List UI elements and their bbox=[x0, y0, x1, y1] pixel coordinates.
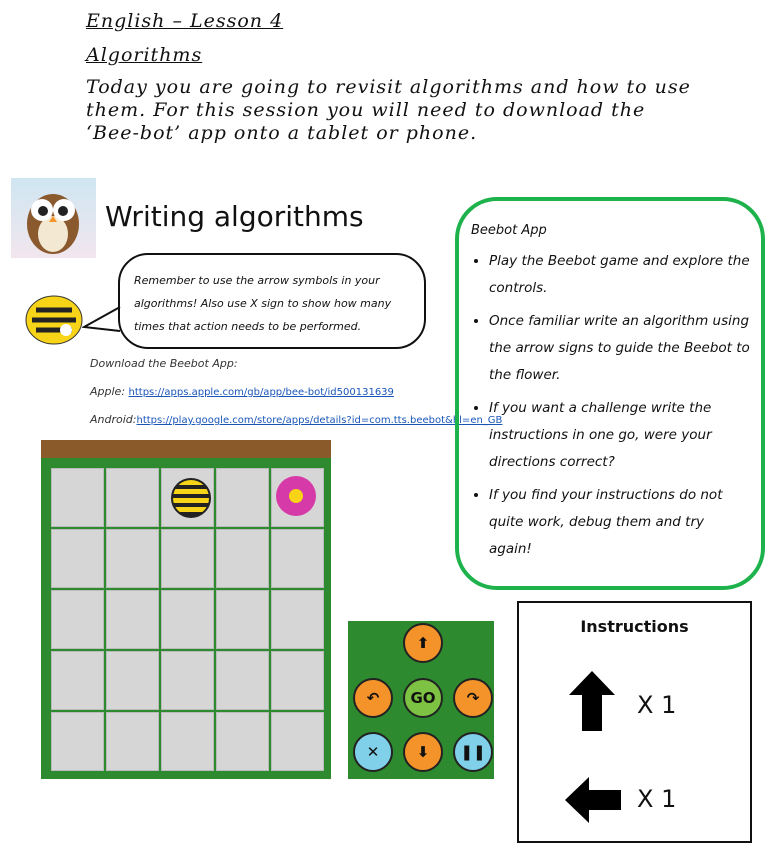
board-tile bbox=[216, 712, 269, 771]
board-tile bbox=[216, 651, 269, 710]
speech-bubble: Remember to use the arrow symbols in your algorithms! Also use X sign to show how many times that action needs to be performed. bbox=[118, 253, 426, 349]
board-tile bbox=[161, 712, 214, 771]
turn-right-button[interactable]: ↷ bbox=[453, 678, 493, 718]
list-item: • Once familiar write an algorithm using the arrow signs to guide the Beebot to the flower. bbox=[489, 308, 751, 389]
game-board bbox=[41, 440, 331, 779]
list-item: • If you find your instructions do not quite work, debug them and try again! bbox=[489, 482, 751, 563]
bee-icon bbox=[171, 478, 211, 518]
board-tile bbox=[271, 651, 324, 710]
step-count: X 1 bbox=[637, 785, 677, 813]
turn-left-button[interactable]: ↶ bbox=[353, 678, 393, 718]
beebot-controls bbox=[348, 621, 494, 779]
go-button[interactable]: GO bbox=[403, 678, 443, 718]
board-tile bbox=[216, 590, 269, 649]
backward-button[interactable]: ⬇ bbox=[403, 732, 443, 772]
arrow-left-icon bbox=[565, 777, 621, 823]
beebot-box-title: Beebot App bbox=[471, 223, 547, 238]
board-tile bbox=[51, 590, 104, 649]
step-count: X 1 bbox=[637, 691, 677, 719]
board-tile bbox=[271, 590, 324, 649]
intro-text: Today you are going to revisit algorithms and how to use them. For this session you will need to download the ‘Bee-bot’ app onto a tablet or phone. bbox=[86, 76, 691, 144]
apple-link[interactable]: https://apps.apple.com/gb/app/bee-bot/id500131639 bbox=[128, 387, 394, 398]
board-tile bbox=[106, 468, 159, 527]
board-tile bbox=[106, 529, 159, 588]
board-fence bbox=[41, 440, 331, 458]
lesson-heading: English – Lesson 4 bbox=[86, 10, 284, 32]
board-tile bbox=[106, 590, 159, 649]
android-label: Android: bbox=[90, 413, 137, 426]
bubble-tail bbox=[82, 305, 122, 335]
beebot-image bbox=[22, 290, 86, 346]
download-label: Download the Beebot App: bbox=[90, 357, 238, 370]
board-tile bbox=[161, 590, 214, 649]
arrow-up-icon bbox=[569, 671, 615, 731]
clear-button[interactable]: ✕ bbox=[353, 732, 393, 772]
pause-button[interactable]: ❚❚ bbox=[453, 732, 493, 772]
android-link[interactable]: https://play.google.com/store/apps/details?id=com.tts.beebot&hl=en_GB bbox=[136, 415, 503, 426]
board-tile bbox=[51, 651, 104, 710]
instructions-title: Instructions bbox=[580, 617, 689, 636]
list-item: • Play the Beebot game and explore the controls. bbox=[489, 248, 751, 302]
beebot-app-box bbox=[455, 197, 765, 590]
list-item: • If you want a challenge write the instructions in one go, were your directions correct? bbox=[489, 395, 751, 476]
board-tile bbox=[216, 529, 269, 588]
board-tile bbox=[161, 529, 214, 588]
board-tile bbox=[106, 712, 159, 771]
instructions-box bbox=[517, 601, 752, 843]
board-tile bbox=[106, 651, 159, 710]
apple-label: Apple: bbox=[90, 385, 126, 398]
board-tile bbox=[51, 468, 104, 527]
board-tile bbox=[216, 468, 269, 527]
owl-image bbox=[11, 178, 96, 258]
board-tile bbox=[271, 712, 324, 771]
board-tile bbox=[161, 651, 214, 710]
flower-icon bbox=[276, 476, 316, 516]
board-tile bbox=[51, 529, 104, 588]
forward-button[interactable]: ⬆ bbox=[403, 623, 443, 663]
topic-heading: Algorithms bbox=[86, 44, 203, 66]
board-tile bbox=[51, 712, 104, 771]
slide-title: Writing algorithms bbox=[105, 200, 364, 233]
board-tile bbox=[271, 529, 324, 588]
